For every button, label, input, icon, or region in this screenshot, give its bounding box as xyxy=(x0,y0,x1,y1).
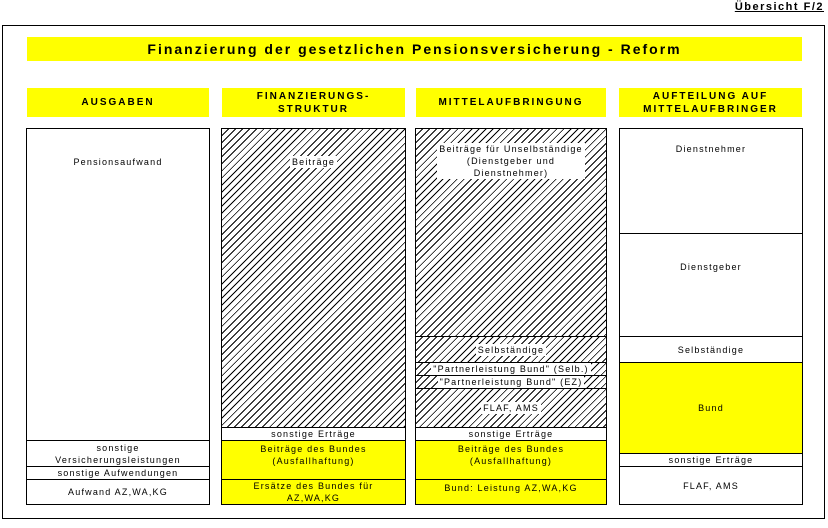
label-unselb-line2: (Dienstgeber und xyxy=(466,156,556,166)
column-mittelaufbringung xyxy=(415,128,607,505)
column-aufteilung xyxy=(619,128,803,505)
header-struktur-line1: FINANZIERUNGS- xyxy=(256,90,371,102)
block-sonstige-versicherungsleistungen xyxy=(27,440,209,466)
header-aufteilung-line2: MITTELAUFBRINGER xyxy=(643,103,778,115)
diagram-title: Finanzierung der gesetzlichen Pensionsversicherung - Reform xyxy=(27,37,802,61)
label-aufteilung-sonstige-ertraege: sonstige Erträge xyxy=(668,455,754,465)
label-mittel-flaf: FLAF, AMS xyxy=(483,403,539,413)
label-ersaetze-line2: AZ,WA,KG xyxy=(286,493,341,503)
block-beitraege-unselbstaendige xyxy=(416,129,606,336)
label-mittel-bund-line2: (Ausfallhaftung) xyxy=(469,456,553,466)
label-sonstige-vl-line1: sonstige xyxy=(96,442,140,453)
block-dienstgeber xyxy=(620,233,802,336)
column-ausgaben xyxy=(26,128,210,505)
block-aufwand-az xyxy=(27,479,209,504)
label-pensionsaufwand: Pensionsaufwand xyxy=(73,157,163,167)
label-aufwand-az: Aufwand AZ,WA,KG xyxy=(68,487,168,497)
header-aufteilung-line1: AUFTEILUNG AUF xyxy=(652,90,769,102)
label-struktur-sonstige-ertraege: sonstige Erträge xyxy=(271,429,356,439)
header-mittel-label: MITTELAUFBRINGUNG xyxy=(438,97,584,108)
label-bund-leistung: Bund: Leistung AZ,WA,KG xyxy=(444,483,578,493)
block-beitraege xyxy=(222,129,405,427)
column-finanzierungsstruktur xyxy=(221,128,406,505)
header-mittelaufbringung xyxy=(416,88,606,117)
label-partner-selb: "Partnerleistung Bund" (Selb.) xyxy=(433,364,589,374)
label-beitraege: Beiträge xyxy=(291,157,336,167)
block-bund-leistung xyxy=(416,479,606,504)
label-sonstige-aufwendungen: sonstige Aufwendungen xyxy=(57,468,179,478)
block-bund xyxy=(620,362,802,453)
block-mittel-selbstaendige xyxy=(416,336,606,362)
label-aufteilung-flaf: FLAF, AMS xyxy=(683,480,739,491)
label-sonstige-vl-line2: Versicherungsleistungen xyxy=(55,454,181,465)
block-dienstnehmer xyxy=(620,129,802,233)
label-unselb-line3: Dienstnehmer) xyxy=(473,168,549,178)
block-aufteilung-selbstaendige xyxy=(620,336,802,362)
block-mittel-sonstige-ertraege xyxy=(416,427,606,440)
block-sonstige-aufwendungen xyxy=(27,466,209,479)
label-partner-ez: "Partnerleistung Bund" (EZ) xyxy=(439,377,583,387)
label-dienstnehmer: Dienstnehmer xyxy=(675,144,747,154)
block-mittel-beitraege-bund xyxy=(416,440,606,479)
block-struktur-sonstige-ertraege xyxy=(222,427,405,440)
block-aufteilung-sonstige-ertraege xyxy=(620,453,802,466)
label-mittel-bund-line1: Beiträge des Bundes xyxy=(457,444,565,454)
block-ersaetze-des-bundes xyxy=(222,479,405,504)
header-struktur-line2: STRUKTUR xyxy=(278,103,349,115)
overview-reference: Übersicht F/2 xyxy=(734,1,824,13)
block-beitraege-des-bundes xyxy=(222,440,405,479)
block-partnerleistung-ez xyxy=(416,375,606,388)
unselbstaendige-label-group xyxy=(437,143,584,179)
block-pensionsaufwand xyxy=(27,129,209,440)
label-dienstgeber: Dienstgeber xyxy=(680,262,742,272)
label-ersaetze-line1: Ersätze des Bundes für xyxy=(253,481,374,491)
label-aufteilung-selbstaendige: Selbständige xyxy=(677,344,745,355)
label-unselb-line1: Beiträge für Unselbständige xyxy=(439,144,583,154)
block-flaf-ams xyxy=(416,388,606,427)
label-bund: Bund xyxy=(698,403,724,413)
label-mittel-sonstige-ertraege: sonstige Erträge xyxy=(468,429,554,439)
block-partnerleistung-selb xyxy=(416,362,606,375)
label-struktur-bund-line1: Beiträge des Bundes xyxy=(260,444,367,454)
header-aufteilung xyxy=(619,88,802,117)
label-mittel-selbstaendige: Selbständige xyxy=(477,344,545,355)
label-struktur-bund-line2: (Ausfallhaftung) xyxy=(272,456,355,466)
header-ausgaben xyxy=(27,88,209,117)
block-aufteilung-flaf xyxy=(620,466,802,504)
header-ausgaben-label: AUSGABEN xyxy=(81,97,155,108)
header-finanzierungsstruktur xyxy=(222,88,405,117)
